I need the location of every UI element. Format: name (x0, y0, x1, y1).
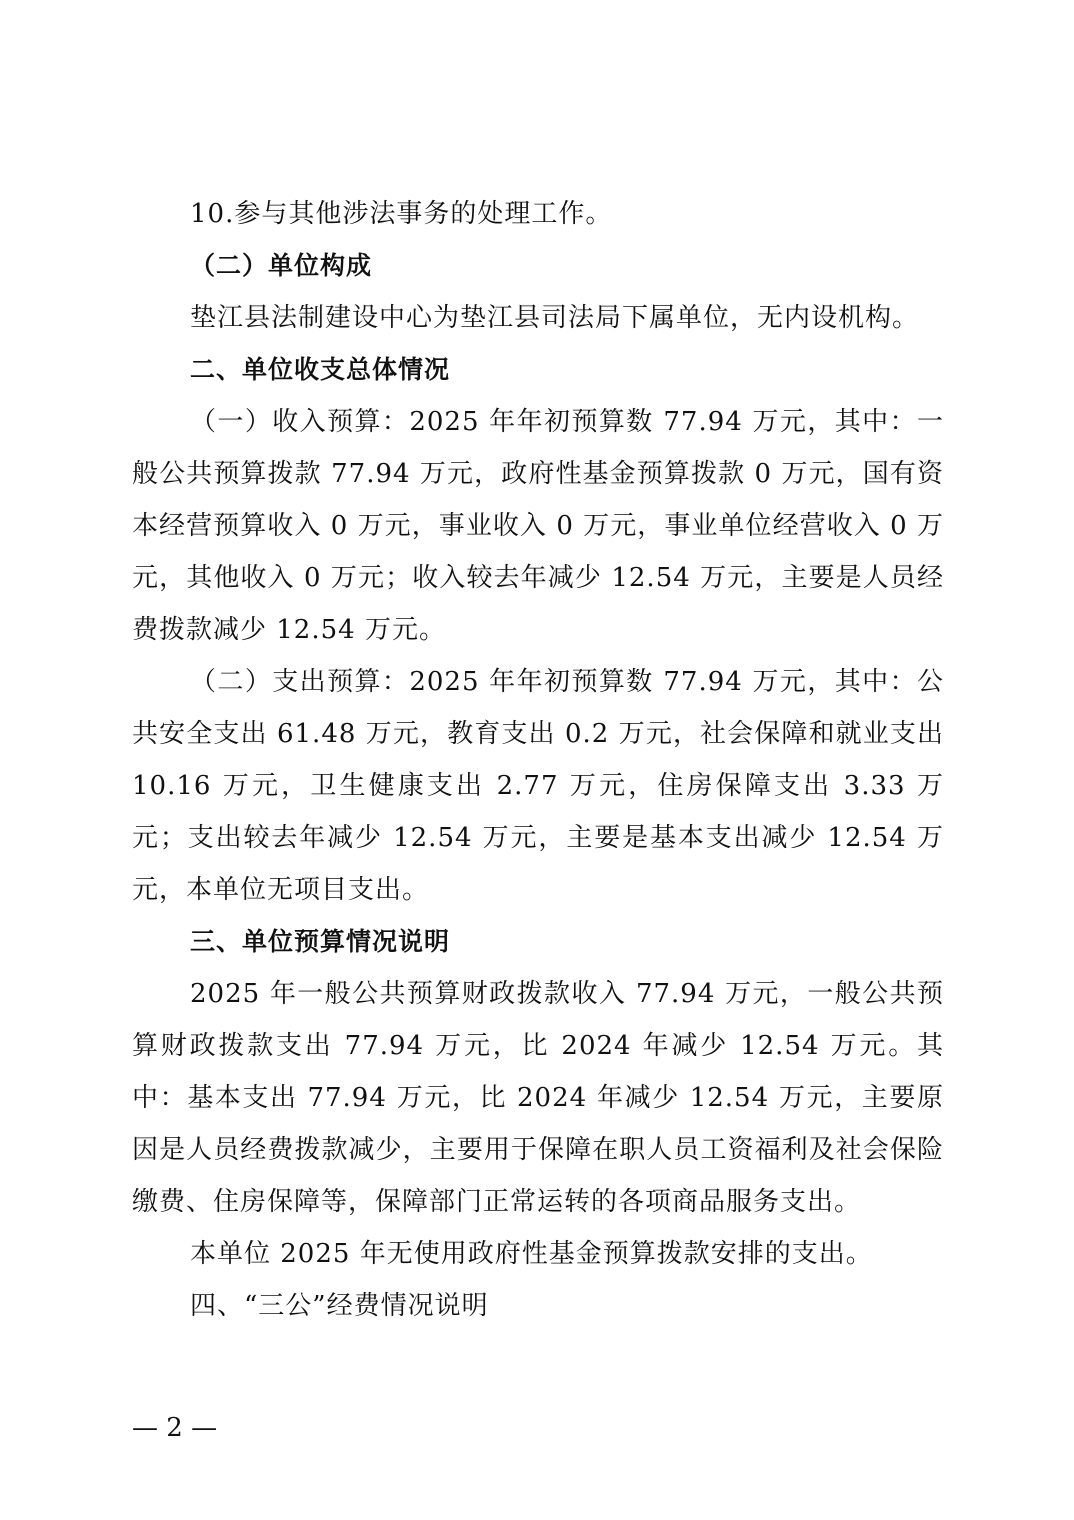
heading-budget-explanation: 三、单位预算情况说明 (190, 927, 451, 956)
paragraph-government-fund: 本单位 2025 年无使用政府性基金预算拨款安排的支出。 (190, 1239, 873, 1269)
paragraph-income-budget: （一）收入预算：2025 年年初预算数 77.94 万元，其中：一般公共预算拨款 77.94 万元，政府性基金预算拨款 0 万元，国有资本经营预算收入 0 万元，事业收入 0 万元，事业单位经营收入 0 万元，其他收入 0 万元；收入较去年减少 12.54 万元，主要是人员经费拨款减少 12.54 万元。 (132, 407, 944, 645)
paragraph-general-public-budget: 2025 年一般公共预算财政拨款收入 77.94 万元，一般公共预算财政拨款支出 77.94 万元，比 2024 年减少 12.54 万元。其中：基本支出 77.94 万元，比 2024 年减少 12.54 万元，主要原因是人员经费拨款减少，主要用于保障在职人员工资福利及社会保险缴费、住房保障等，保障部门正常运转的各项商品服务支出。 (132, 979, 944, 1217)
heading-unit-composition: （二）单位构成 (190, 251, 373, 280)
heading-three-public-expenses: 四、“三公”经费情况说明 (190, 1291, 489, 1321)
document-body (132, 188, 944, 1332)
paragraph-expenditure-budget: （二）支出预算：2025 年年初预算数 77.94 万元，其中：公共安全支出 61.48 万元，教育支出 0.2 万元，社会保障和就业支出 10.16 万元，卫生健康支出 2.77 万元，住房保障支出 3.33 万元；支出较去年减少 12.54 万元，主要是基本支出减少 12.54 万元，本单位无项目支出。 (132, 667, 944, 905)
page-number: — 2 — (132, 1413, 218, 1443)
paragraph-duty-10: 10.参与其他涉法事务的处理工作。 (190, 199, 613, 229)
paragraph-unit-composition: 垫江县法制建设中心为垫江县司法局下属单位，无内设机构。 (190, 303, 920, 333)
heading-income-expenditure-overview: 二、单位收支总体情况 (190, 355, 451, 384)
